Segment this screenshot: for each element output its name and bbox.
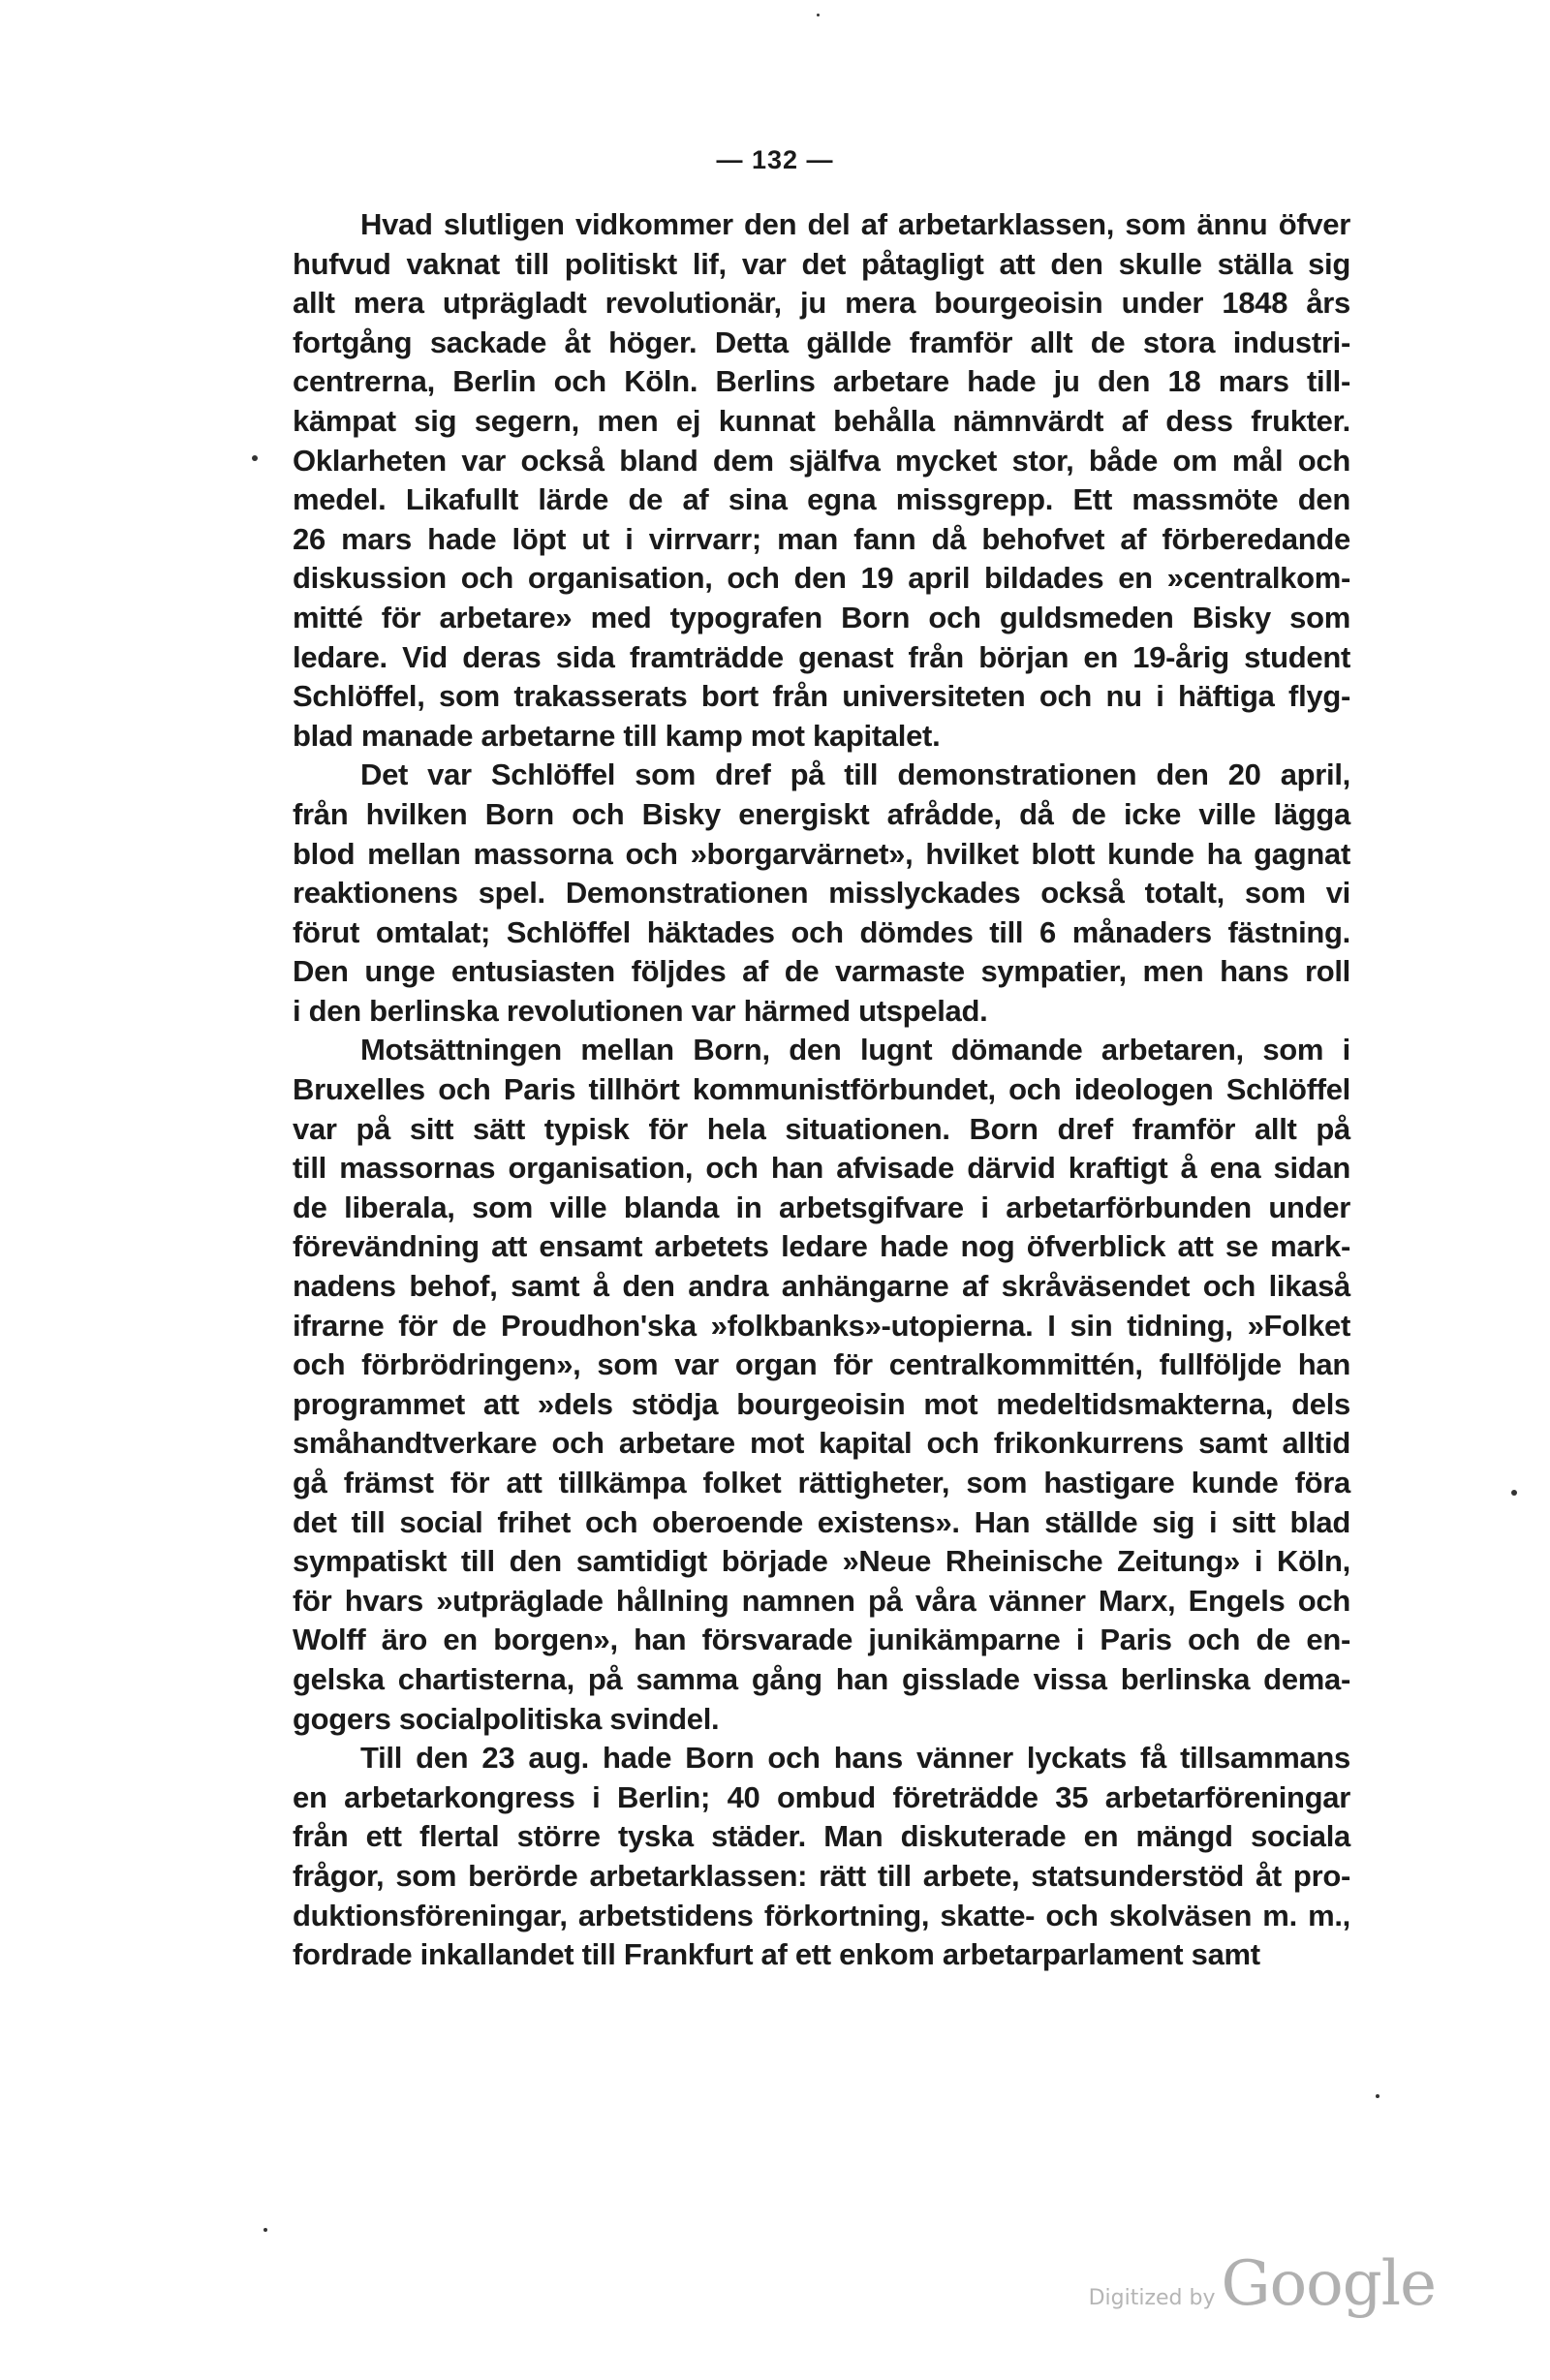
text-line: reaktionens spel. Demonstrationen misslyckades också totalt, som vi: [293, 876, 1350, 911]
text-line: medel. Likafullt lärde de af sina egna missgrepp. Ett massmöte den: [293, 482, 1350, 517]
text-line: Bruxelles och Paris tillhört kommunistförbundet, och ideologen Schlöffel: [293, 1072, 1350, 1107]
text-line: Det var Schlöffel som dref på till demonstrationen den 20 april,: [360, 757, 1350, 792]
text-line: ledare. Vid deras sida framträdde genast från början en 19-årig student: [293, 639, 1350, 674]
text-line: gogers socialpolitiska svindel.: [293, 1701, 720, 1736]
text-line: mitté för arbetare» med typografen Born och guldsmeden Bisky som: [293, 600, 1350, 634]
page-number: — 132 —: [716, 145, 834, 174]
scan-speck: [1511, 1490, 1517, 1496]
text-line: fordrade inkallandet till Frankfurt af ett enkom arbetarparlament samt: [293, 1937, 1260, 1972]
text-line: de liberala, som ville blanda in arbetsgifvare i arbetarförbunden under: [293, 1190, 1350, 1224]
paragraph: [293, 1031, 1350, 1739]
text-line: gelska chartisterna, på samma gång han gisslade vissa berlinska dema-: [293, 1661, 1350, 1696]
text-line: var på sitt sätt typisk för hela situationen. Born dref framför allt på: [293, 1111, 1350, 1146]
text-line: Till den 23 aug. hade Born och hans vänner lyckats få tillsammans: [360, 1741, 1350, 1776]
text-line: till massornas organisation, och han afvisade därvid kraftigt å ena sidan: [293, 1151, 1350, 1186]
text-line: ifrarne för de Proudhon'ska »folkbanks»-utopierna. I sin tidning, »Folket: [293, 1308, 1350, 1343]
text-line: och förbrödringen», som var organ för centralkommittén, fullföljde han: [293, 1347, 1350, 1382]
scan-speck: [817, 14, 820, 16]
text-line: centrerna, Berlin och Köln. Berlins arbetare hade ju den 18 mars till-: [293, 364, 1350, 399]
text-line: diskussion och organisation, och den 19 april bildades en »centralkom-: [293, 561, 1350, 596]
text-line: från hvilken Born och Bisky energiskt afrådde, då de icke ville lägga: [293, 796, 1350, 831]
text-line: en arbetarkongress i Berlin; 40 ombud företrädde 35 arbetarföreningar: [293, 1779, 1350, 1814]
text-line: det till social frihet och oberoende existens». Han ställde sig i sitt blad: [293, 1504, 1350, 1539]
paragraph: [293, 756, 1350, 1031]
paragraph: [293, 1739, 1350, 1975]
text-line: för hvars »utpräglade hållning namnen på våra vänner Marx, Engels och: [293, 1583, 1350, 1618]
text-line: Den unge entusiasten följdes af de varmaste sympatier, men hans roll: [293, 954, 1350, 989]
text-line: blod mellan massorna och »borgarvärnet», hvilket blott kunde ha gagnat: [293, 836, 1350, 871]
body-text: [293, 205, 1350, 1975]
text-line: från ett flertal större tyska städer. Man diskuterade en mängd sociala: [293, 1819, 1350, 1854]
text-line: blad manade arbetarne till kamp mot kapitalet.: [293, 718, 941, 753]
text-line: nadens behof, samt å den andra anhängarne af skråväsendet och likaså: [293, 1269, 1350, 1304]
paragraph: [293, 205, 1350, 756]
scan-speck: [1376, 2094, 1380, 2098]
text-line: Wolff äro en borgen», han försvarade junikämparne i Paris och de en-: [293, 1623, 1350, 1657]
text-line: 26 mars hade löpt ut i virrvarr; man fann då behofvet af förberedande: [293, 521, 1350, 556]
text-line: Hvad slutligen vidkommer den del af arbetarklassen, som ännu öfver: [360, 207, 1350, 241]
text-line: sympatiskt till den samtidigt började »Neue Rheinische Zeitung» i Köln,: [293, 1544, 1350, 1579]
text-line: Oklarheten var också bland dem själfva mycket stor, både om mål och: [293, 443, 1350, 478]
text-line: duktionsföreningar, arbetstidens förkortning, skatte- och skolväsen m. m.,: [293, 1898, 1350, 1932]
text-line: förevändning att ensamt arbetets ledare hade nog öfverblick att se mark-: [293, 1229, 1350, 1264]
text-line: Schlöffel, som trakasserats bort från universiteten och nu i häftiga flyg-: [293, 679, 1350, 714]
text-line: kämpat sig segern, men ej kunnat behålla nämnvärdt af dess frukter.: [293, 403, 1350, 438]
text-line: Motsättningen mellan Born, den lugnt dömande arbetaren, som i: [360, 1033, 1350, 1067]
text-line: fortgång sackade åt höger. Detta gällde framför allt de stora industri-: [293, 325, 1350, 359]
scan-speck: [252, 455, 258, 461]
text-line: förut omtalat; Schlöffel häktades och dömdes till 6 månaders fästning.: [293, 914, 1350, 949]
scan-speck: [264, 2228, 267, 2232]
google-logo: Google: [1221, 2248, 1436, 2320]
text-line: småhandtverkare och arbetare mot kapital och frikonkurrens samt alltid: [293, 1426, 1350, 1461]
text-line: i den berlinska revolutionen var härmed utspelad.: [293, 993, 988, 1028]
text-line: hufvud vaknat till politiskt lif, var det påtagligt att den skulle ställa sig: [293, 246, 1350, 281]
text-line: programmet att »dels stödja bourgeoisin mot medeltidsmakterna, dels: [293, 1386, 1350, 1421]
text-line: gå främst för att tillkämpa folket rättigheter, som hastigare kunde föra: [293, 1466, 1350, 1499]
text-line: allt mera utprägladt revolutionär, ju mera bourgeoisin under 1848 års: [293, 286, 1350, 321]
watermark-prefix: Digitized by: [1088, 2286, 1216, 2310]
text-line: frågor, som berörde arbetarklassen: rätt till arbete, statsunderstöd åt pro-: [293, 1858, 1350, 1893]
digitized-by-google-watermark: [1089, 2248, 1436, 2320]
